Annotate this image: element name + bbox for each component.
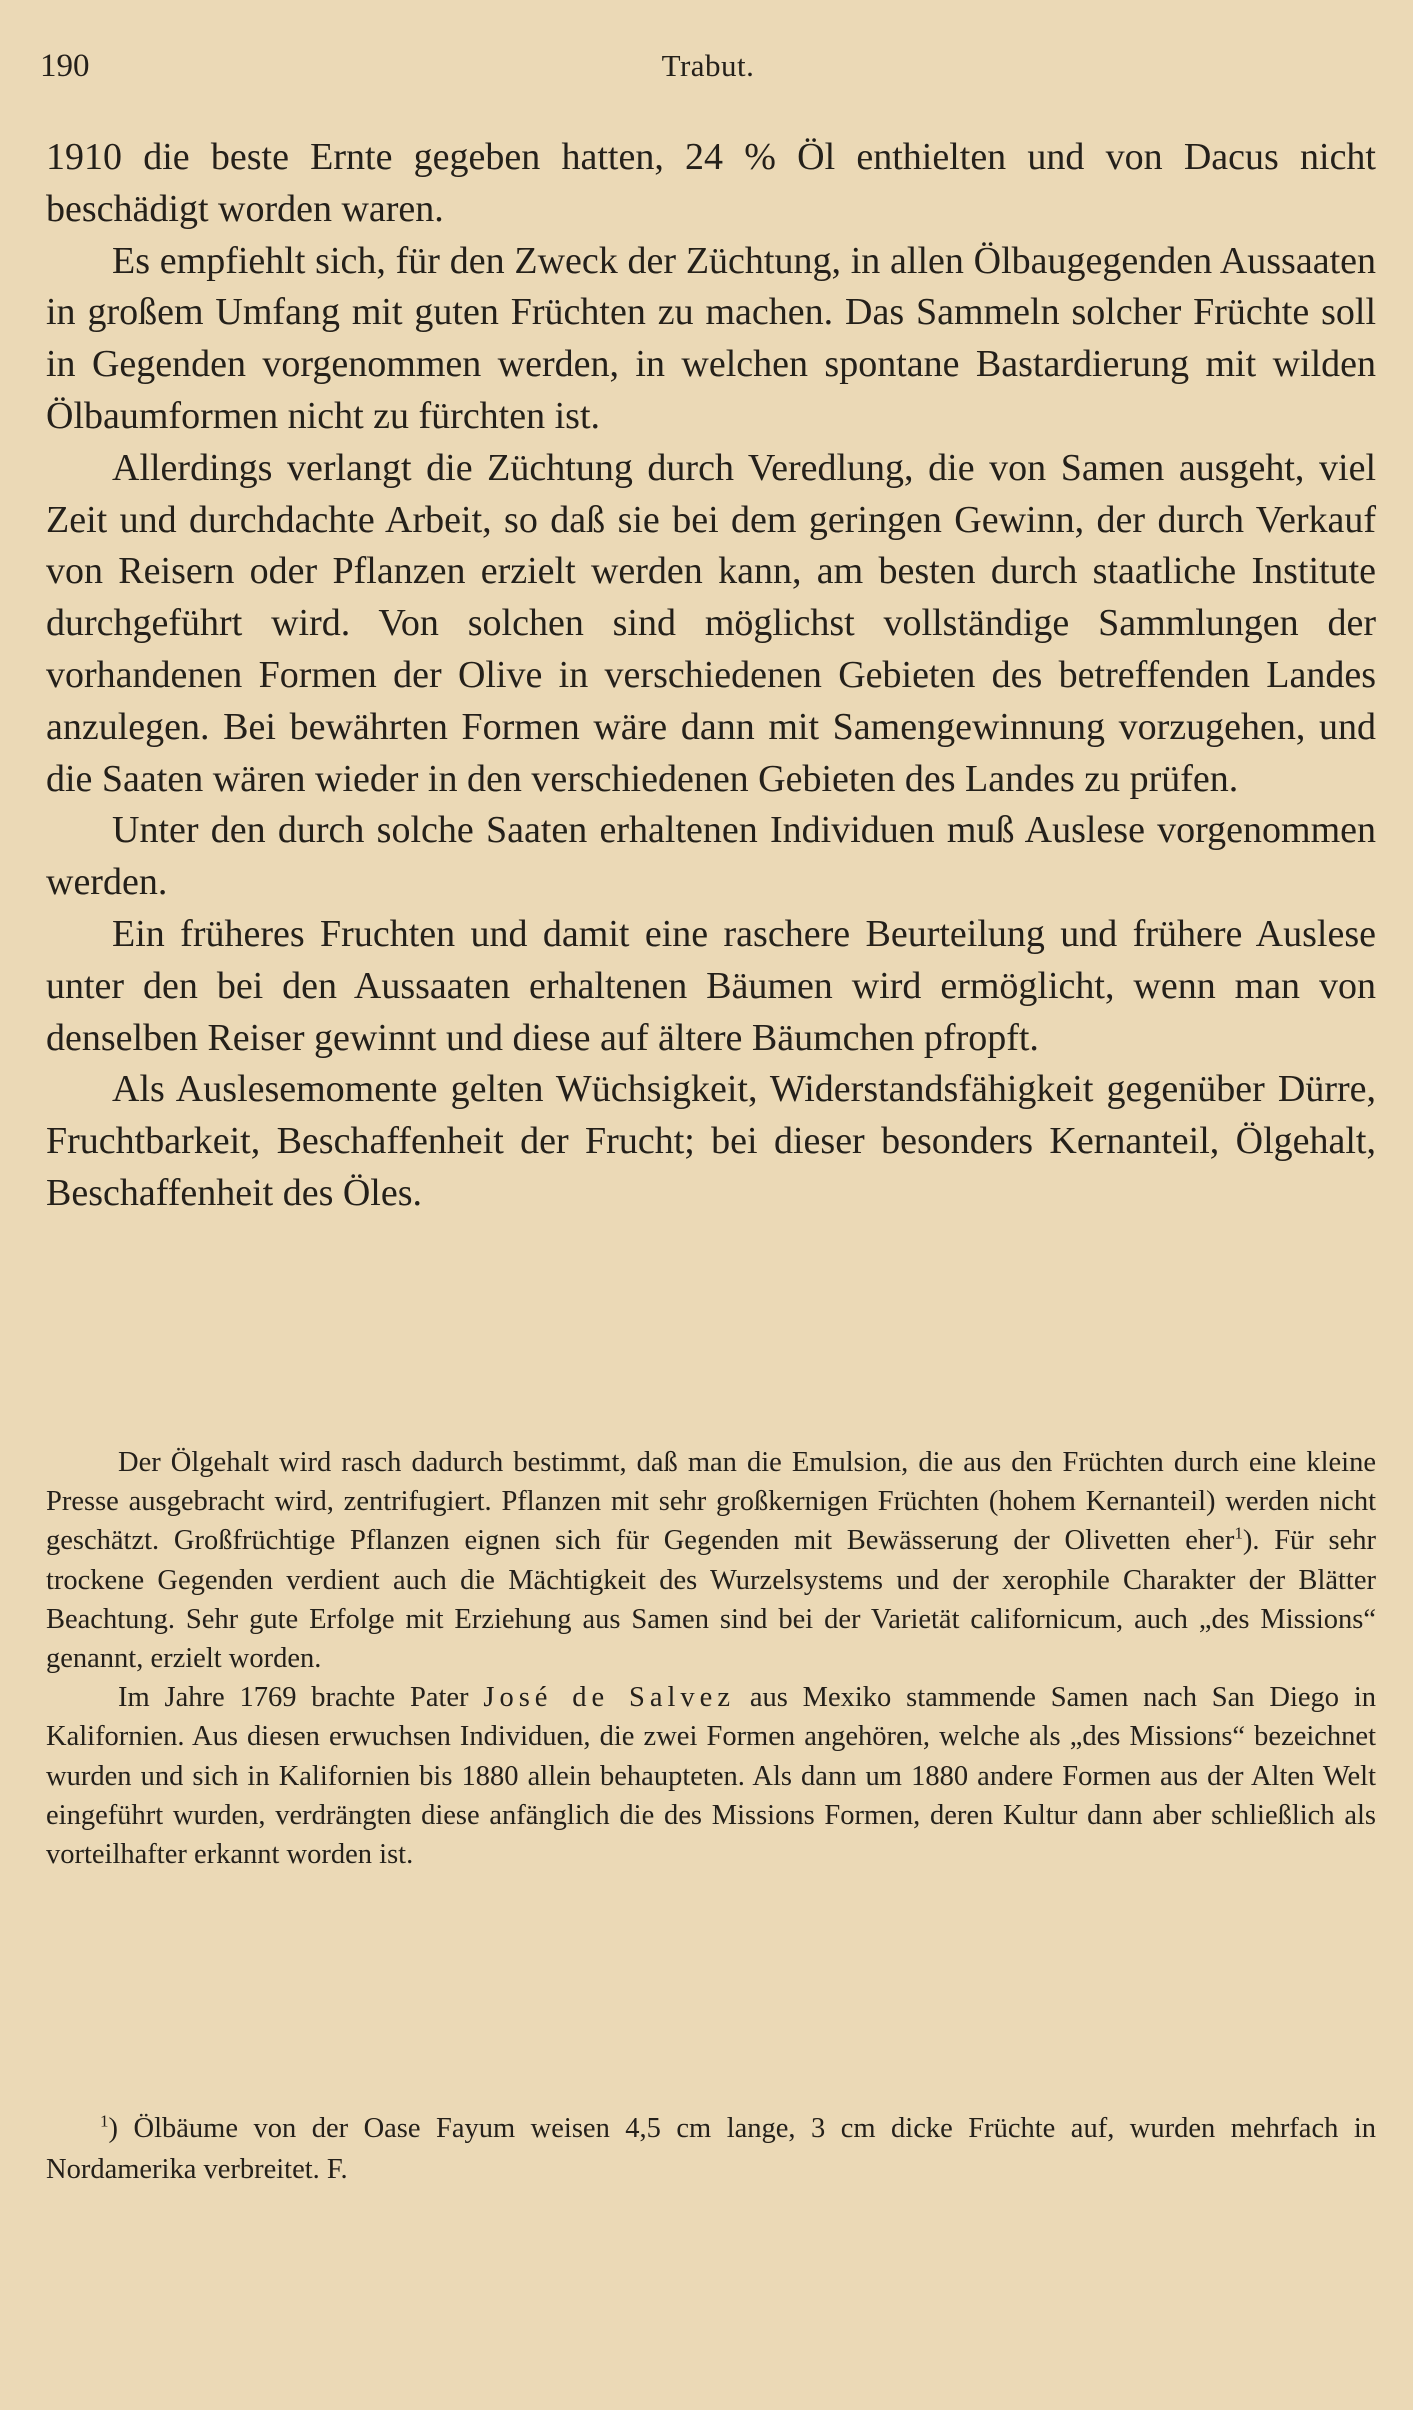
small-print-text — [46, 1443, 1376, 1874]
oil-content-text: Der Ölgehalt wird rasch dadurch bestimmt, daß man die Emulsion, die aus den Früchten durch eine kleine Presse ausgebracht wird, zentrifugiert. Pflanzen mit sehr großkernigen Früchten (hohem Kernanteil) werden nicht geschätzt. Großfrüchtige Pflanzen eignen sich für Gegenden mit Bewässerung der Olivetten eher — [46, 1447, 1376, 1557]
page-number: 190 — [40, 48, 90, 84]
footnote-reference: 1 — [1234, 1523, 1243, 1543]
footnote-body: ) Ölbäume von der Oase Fayum weisen 4,5 cm lange, 3 cm dicke Früchte auf, wurden mehrfach in Nordamerika verbreitet. F. — [46, 2113, 1376, 2185]
california-history-text-continued: aus Mexiko stammende Samen nach San Diego in Kalifornien. Aus diesen erwuchsen Individuen, die zwei Formen angehören, welche als „des Missions“ bezeichnet wurden und sich in Kalifornien bis 1880 allein behaupteten. Als dann um 1880 andere Formen aus der Alten Welt eingeführt wurden, verdrängten diese anfänglich die des Missions Formen, deren Kultur dann aber schließlich als vorteilhafter erkannt worden ist. — [46, 1682, 1377, 1871]
paragraph-california-history — [46, 1678, 1376, 1874]
paragraph-early-fruiting: Ein früheres Fruchten und damit eine raschere Beurteilung und frühere Auslese unter den bei den Aussaaten erhaltenen Bäumen wird ermöglicht, wenn man von denselben Reiser gewinnt und diese auf ältere Bäumchen pfropft. — [46, 912, 1376, 1059]
person-name: José de Salvez — [483, 1682, 735, 1714]
paragraph-selection-criteria: Als Auslesemomente gelten Wüchsigkeit, Widerstandsfähigkeit gegenüber Dürre, Fruchtbarkeit, Beschaffenheit der Frucht; bei dieser besonders Kernanteil, Ölgehalt, Beschaffenheit des Öles. — [46, 1068, 1376, 1214]
california-history-text: Im Jahre 1769 brachte Pater — [118, 1682, 469, 1714]
paragraph-breeding-recommendation: Es empfiehlt sich, für den Zweck der Züchtung, in allen Ölbaugegenden Aussaaten in großem Umfang mit guten Früchten zu machen. Das Sammeln solcher Früchte soll in Gegenden vorgenommen werden, in welchen spontane Bastardierung mit wilden Ölbaumformen nicht zu fürchten ist. — [46, 239, 1376, 437]
footnote-marker: 1 — [100, 2111, 109, 2131]
page-header — [40, 48, 1376, 88]
paragraph-oil-content — [46, 1443, 1376, 1678]
running-head: Trabut. — [661, 48, 755, 83]
paragraph-grafting-institutes: Allerdings verlangt die Züchtung durch Veredlung, die von Samen ausgeht, viel Zeit und durchdachte Arbeit, so daß sie bei dem geringen Gewinn, der durch Verkauf von Reisern oder Pflanzen erzielt werden kann, am besten durch staatliche Institute durchgeführt wird. Von solchen sind möglichst vollständige Sammlungen der vorhandenen Formen der Olive in verschiedenen Gebieten des betreffenden Landes anzulegen. Bei bewährten Formen wäre dann mit Samengewinnung vorzugehen, und die Saaten wären wieder in den verschiedenen Gebieten des Landes zu prüfen. — [46, 446, 1376, 800]
oil-content-text-continued: ). Für sehr trockene Gegenden verdient auch die Mächtigkeit des Wurzelsystems und der xerophile Charakter der Blätter Beachtung. Sehr gute Erfolge mit Erziehung aus Samen sind bei der Varietät californicum, auch „des Missions“ genannt, erzielt worden. — [46, 1525, 1376, 1675]
footnote-text — [46, 2108, 1376, 2190]
main-text — [46, 132, 1376, 1220]
paragraph-selection: Unter den durch solche Saaten erhaltenen Individuen muß Auslese vorgenommen werden. — [46, 809, 1376, 904]
paragraph-continuation: 1910 die beste Ernte gegeben hatten, 24 % Öl enthielten und von Dacus nicht beschädigt worden waren. — [46, 136, 1376, 230]
footnote — [46, 2108, 1376, 2190]
